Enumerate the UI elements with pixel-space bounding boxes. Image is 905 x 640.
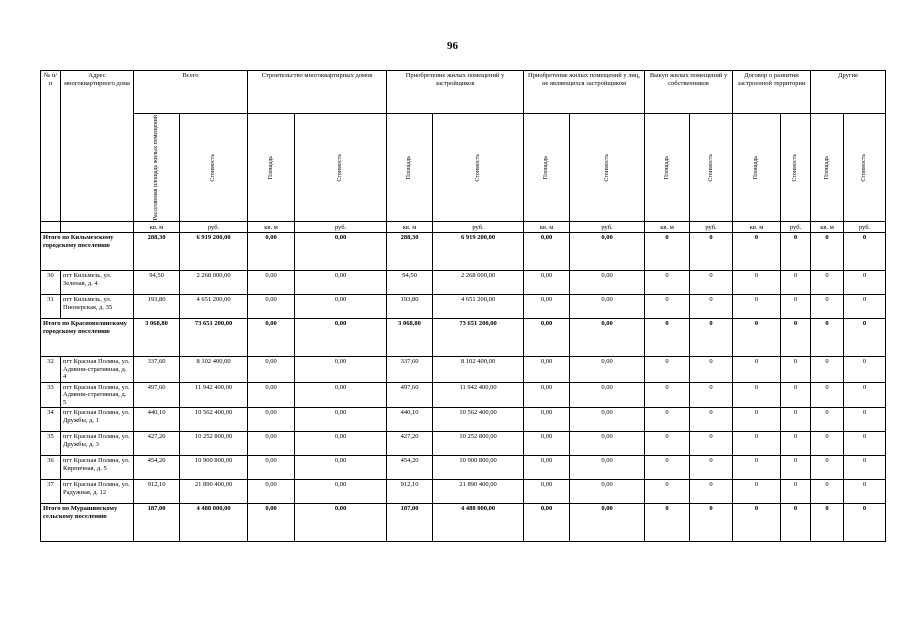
col-num-header: № п/п	[41, 71, 61, 222]
unit-cell: руб.	[844, 222, 886, 233]
value-cell: 0	[844, 357, 886, 383]
value-cell: 0,00	[295, 408, 387, 432]
value-cell: 0	[733, 271, 781, 295]
value-cell: 0,00	[524, 295, 570, 319]
value-cell: 0	[690, 382, 733, 408]
value-cell: 337,60	[134, 357, 180, 383]
value-cell: 0,00	[248, 456, 295, 480]
header-row-groups	[41, 71, 886, 114]
value-cell: 0	[733, 319, 781, 357]
value-cell: 0	[811, 271, 844, 295]
value-cell: 4 651 200,00	[180, 295, 248, 319]
table-row	[41, 295, 886, 319]
group-header: Приобретение жилых помещений у лиц, не являющихся застройщиком	[524, 71, 645, 114]
value-cell: 0,00	[295, 319, 387, 357]
value-cell: 0	[844, 319, 886, 357]
value-cell: 11 942 400,00	[433, 382, 524, 408]
unit-cell: кв. м	[248, 222, 295, 233]
table-row	[41, 480, 886, 504]
value-cell: 427,20	[134, 432, 180, 456]
value-cell: 0	[811, 319, 844, 357]
value-cell: 0,00	[570, 319, 645, 357]
value-cell: 0,00	[570, 408, 645, 432]
table-row	[41, 408, 886, 432]
value-cell: 21 890 400,00	[180, 480, 248, 504]
value-cell: 0,00	[524, 233, 570, 271]
value-cell: 0	[781, 504, 811, 542]
value-cell: 0,00	[295, 271, 387, 295]
value-cell: 8 102 400,00	[180, 357, 248, 383]
unit-cell: кв. м	[387, 222, 433, 233]
value-cell: 94,50	[387, 271, 433, 295]
value-cell: 0	[645, 382, 690, 408]
value-cell: 0	[645, 319, 690, 357]
value-cell: 4 488 000,00	[433, 504, 524, 542]
sub-header	[844, 114, 886, 222]
value-cell: 0	[690, 408, 733, 432]
sub-header	[134, 114, 180, 222]
subtotal-row	[41, 319, 886, 357]
value-cell: 0	[811, 357, 844, 383]
value-cell: 0	[690, 504, 733, 542]
unit-cell: кв. м	[524, 222, 570, 233]
sub-header-label: Площадь	[823, 155, 830, 180]
value-cell: 11 942 400,00	[180, 382, 248, 408]
sub-header	[645, 114, 690, 222]
value-cell: 0,00	[248, 408, 295, 432]
subtotal-label: Итого по Красноволянскому городскому поселению	[41, 319, 134, 357]
value-cell: 0	[690, 271, 733, 295]
value-cell: 0,00	[524, 271, 570, 295]
value-cell: 0	[690, 480, 733, 504]
group-header: Договор о развитии застроенной территории	[733, 71, 811, 114]
value-cell: 10 900 800,00	[180, 456, 248, 480]
value-cell: 0	[811, 432, 844, 456]
value-cell: 0,00	[295, 504, 387, 542]
value-cell: 0	[781, 357, 811, 383]
value-cell: 0	[690, 456, 733, 480]
unit-cell: кв. м	[645, 222, 690, 233]
row-address: пгт Красная Поляна, ул. Дружбы, д. 3	[61, 432, 134, 456]
sub-header-label: Стоимость	[210, 153, 216, 182]
value-cell: 4 488 000,00	[180, 504, 248, 542]
value-cell: 0	[811, 504, 844, 542]
value-cell: 0	[844, 504, 886, 542]
sub-header	[781, 114, 811, 222]
group-header: Выкуп жилых помещений у собственников	[645, 71, 733, 114]
value-cell: 0,00	[524, 382, 570, 408]
value-cell: 0	[781, 382, 811, 408]
value-cell: 0	[781, 271, 811, 295]
value-cell: 0	[781, 233, 811, 271]
value-cell: 6 919 200,00	[433, 233, 524, 271]
sub-header	[524, 114, 570, 222]
value-cell: 0	[645, 271, 690, 295]
value-cell: 0,00	[524, 480, 570, 504]
value-cell: 0	[690, 233, 733, 271]
row-number: 30	[41, 271, 61, 295]
value-cell: 0	[733, 382, 781, 408]
sub-header-label: Площадь	[663, 155, 670, 180]
value-cell: 0	[733, 233, 781, 271]
sub-header-label: Площадь	[267, 155, 274, 180]
value-cell: 0,00	[295, 295, 387, 319]
value-cell: 0,00	[524, 456, 570, 480]
unit-cell: руб.	[433, 222, 524, 233]
value-cell: 497,60	[387, 382, 433, 408]
value-cell: 73 651 200,00	[180, 319, 248, 357]
group-header: Всего	[134, 71, 248, 114]
value-cell: 0,00	[570, 456, 645, 480]
value-cell: 0	[844, 233, 886, 271]
sub-header	[733, 114, 781, 222]
value-cell: 0	[781, 319, 811, 357]
value-cell: 0	[844, 382, 886, 408]
value-cell: 10 562 400,00	[180, 408, 248, 432]
sub-header	[570, 114, 645, 222]
value-cell: 0,00	[248, 504, 295, 542]
value-cell: 454,20	[134, 456, 180, 480]
value-cell: 0	[844, 432, 886, 456]
sub-header-label: Площадь	[543, 155, 550, 180]
sub-header-label: Стоимость	[707, 153, 714, 182]
sub-header-label: Стоимость	[474, 153, 481, 182]
value-cell: 8 102 400,00	[433, 357, 524, 383]
value-cell: 454,20	[387, 456, 433, 480]
value-cell: 0,00	[524, 357, 570, 383]
value-cell: 0	[645, 233, 690, 271]
value-cell: 288,30	[387, 233, 433, 271]
col-address-header: Адрес многоквартирного дома	[61, 71, 134, 222]
sub-header	[180, 114, 248, 222]
value-cell: 0	[645, 295, 690, 319]
row-number: 34	[41, 408, 61, 432]
value-cell: 21 890 400,00	[433, 480, 524, 504]
value-cell: 0	[645, 357, 690, 383]
row-address: пгт Кильмезь, ул. Зеленая, д. 4	[61, 271, 134, 295]
value-cell: 0	[733, 480, 781, 504]
value-cell: 3 068,80	[387, 319, 433, 357]
value-cell: 0	[781, 295, 811, 319]
group-header: Строительство многоквартирных домов	[248, 71, 387, 114]
value-cell: 912,10	[387, 480, 433, 504]
sub-header-label: Площадь	[406, 155, 413, 180]
value-cell: 6 919 200,00	[180, 233, 248, 271]
unit-cell: руб.	[690, 222, 733, 233]
table-row	[41, 456, 886, 480]
units-blank	[41, 222, 61, 233]
row-address: пгт Красная Поляна, ул. Админи-стративная, д. 5	[61, 382, 134, 408]
value-cell: 0	[690, 295, 733, 319]
value-cell: 912,10	[134, 480, 180, 504]
value-cell: 0,00	[524, 408, 570, 432]
value-cell: 0,00	[570, 233, 645, 271]
subtotal-label: Итого по Мурашинскому сельскому поселению	[41, 504, 134, 542]
sub-header-label: Площадь	[753, 155, 760, 180]
value-cell: 0	[781, 408, 811, 432]
value-cell: 0	[690, 357, 733, 383]
value-cell: 0	[811, 480, 844, 504]
sub-header-label: Стоимость	[603, 153, 610, 182]
value-cell: 0	[844, 456, 886, 480]
value-cell: 0	[811, 382, 844, 408]
row-address: пгт Кильмезь, ул. Пионерская, д. 35	[61, 295, 134, 319]
value-cell: 440,10	[387, 408, 433, 432]
row-number: 31	[41, 295, 61, 319]
unit-cell: кв. м	[811, 222, 844, 233]
value-cell: 187,00	[134, 504, 180, 542]
value-cell: 0,00	[524, 319, 570, 357]
value-cell: 0	[645, 504, 690, 542]
table-row	[41, 382, 886, 408]
value-cell: 0	[733, 504, 781, 542]
sub-header	[433, 114, 524, 222]
value-cell: 0	[781, 456, 811, 480]
value-cell: 2 268 000,00	[180, 271, 248, 295]
row-number: 37	[41, 480, 61, 504]
table-row	[41, 271, 886, 295]
value-cell: 0	[844, 480, 886, 504]
unit-cell: руб.	[295, 222, 387, 233]
row-address: пгт Красная Поляна, ул. Админи-стративная, д. 4	[61, 357, 134, 383]
value-cell: 0	[844, 408, 886, 432]
value-cell: 0,00	[570, 432, 645, 456]
value-cell: 0,00	[570, 357, 645, 383]
row-address: пгт Красная Поляна, ул. Кирпичная, д. 5	[61, 456, 134, 480]
row-number: 36	[41, 456, 61, 480]
units-blank	[61, 222, 134, 233]
value-cell: 0	[811, 233, 844, 271]
row-address: пгт Красная Поляна, ул. Радужная, д. 12	[61, 480, 134, 504]
subtotal-row	[41, 233, 886, 271]
sub-header-label: Стоимость	[792, 153, 799, 182]
value-cell: 0,00	[295, 382, 387, 408]
unit-cell: руб.	[180, 222, 248, 233]
value-cell: 440,10	[134, 408, 180, 432]
sub-header	[811, 114, 844, 222]
value-cell: 0,00	[248, 295, 295, 319]
value-cell: 0,00	[570, 382, 645, 408]
value-cell: 0	[645, 480, 690, 504]
value-cell: 10 252 800,00	[433, 432, 524, 456]
sub-header	[387, 114, 433, 222]
value-cell: 0	[645, 432, 690, 456]
value-cell: 0,00	[295, 233, 387, 271]
unit-cell: кв. м	[733, 222, 781, 233]
value-cell: 288,30	[134, 233, 180, 271]
value-cell: 0,00	[295, 357, 387, 383]
value-cell: 0	[811, 408, 844, 432]
value-cell: 0,00	[570, 271, 645, 295]
value-cell: 0	[733, 408, 781, 432]
value-cell: 0	[690, 319, 733, 357]
group-header: Другие	[811, 71, 886, 114]
value-cell: 0,00	[248, 480, 295, 504]
value-cell: 0,00	[248, 233, 295, 271]
value-cell: 193,80	[134, 295, 180, 319]
sub-header	[295, 114, 387, 222]
value-cell: 0	[844, 295, 886, 319]
value-cell: 0,00	[295, 432, 387, 456]
value-cell: 0,00	[524, 504, 570, 542]
value-cell: 2 268 000,00	[433, 271, 524, 295]
value-cell: 0	[733, 295, 781, 319]
value-cell: 0,00	[295, 480, 387, 504]
value-cell: 3 068,80	[134, 319, 180, 357]
sub-header	[690, 114, 733, 222]
value-cell: 10 562 400,00	[433, 408, 524, 432]
header-row-units	[41, 222, 886, 233]
value-cell: 4 651 200,00	[433, 295, 524, 319]
value-cell: 0,00	[248, 432, 295, 456]
value-cell: 0	[690, 432, 733, 456]
unit-cell: руб.	[781, 222, 811, 233]
sub-header-label: Стоимость	[337, 153, 344, 182]
value-cell: 337,60	[387, 357, 433, 383]
value-cell: 10 252 800,00	[180, 432, 248, 456]
value-cell: 0	[733, 432, 781, 456]
value-cell: 0	[811, 295, 844, 319]
value-cell: 497,60	[134, 382, 180, 408]
table-row	[41, 357, 886, 383]
value-cell: 0,00	[248, 357, 295, 383]
resettlement-table	[40, 70, 886, 542]
unit-cell: кв. м	[134, 222, 180, 233]
value-cell: 0,00	[248, 382, 295, 408]
row-number: 33	[41, 382, 61, 408]
value-cell: 0	[844, 271, 886, 295]
value-cell: 187,00	[387, 504, 433, 542]
unit-cell: руб.	[570, 222, 645, 233]
sub-header-label: Расселяемая площадь жилых помещений	[153, 115, 159, 221]
value-cell: 0	[645, 408, 690, 432]
value-cell: 94,50	[134, 271, 180, 295]
header-row-sub	[41, 114, 886, 222]
table-row	[41, 432, 886, 456]
value-cell: 427,20	[387, 432, 433, 456]
page-number: 96	[447, 40, 458, 52]
subtotal-row	[41, 504, 886, 542]
sub-header-label: Стоимость	[861, 153, 868, 182]
value-cell: 0,00	[248, 271, 295, 295]
value-cell: 0	[781, 432, 811, 456]
value-cell: 0,00	[524, 432, 570, 456]
value-cell: 0	[733, 456, 781, 480]
subtotal-label: Итого по Кильмезскому городскому поселению	[41, 233, 134, 271]
value-cell: 0,00	[570, 295, 645, 319]
value-cell: 0,00	[570, 480, 645, 504]
value-cell: 10 900 800,00	[433, 456, 524, 480]
value-cell: 0	[811, 456, 844, 480]
value-cell: 0	[733, 357, 781, 383]
sub-header	[248, 114, 295, 222]
value-cell: 0,00	[248, 319, 295, 357]
value-cell: 0	[781, 480, 811, 504]
group-header: Приобретение жилых помещений у застройщиков	[387, 71, 524, 114]
row-address: пгт Красная Поляна, ул. Дружбы, д. 1	[61, 408, 134, 432]
row-number: 32	[41, 357, 61, 383]
value-cell: 193,80	[387, 295, 433, 319]
value-cell: 0,00	[295, 456, 387, 480]
row-number: 35	[41, 432, 61, 456]
value-cell: 73 651 200,00	[433, 319, 524, 357]
value-cell: 0,00	[570, 504, 645, 542]
value-cell: 0	[645, 456, 690, 480]
